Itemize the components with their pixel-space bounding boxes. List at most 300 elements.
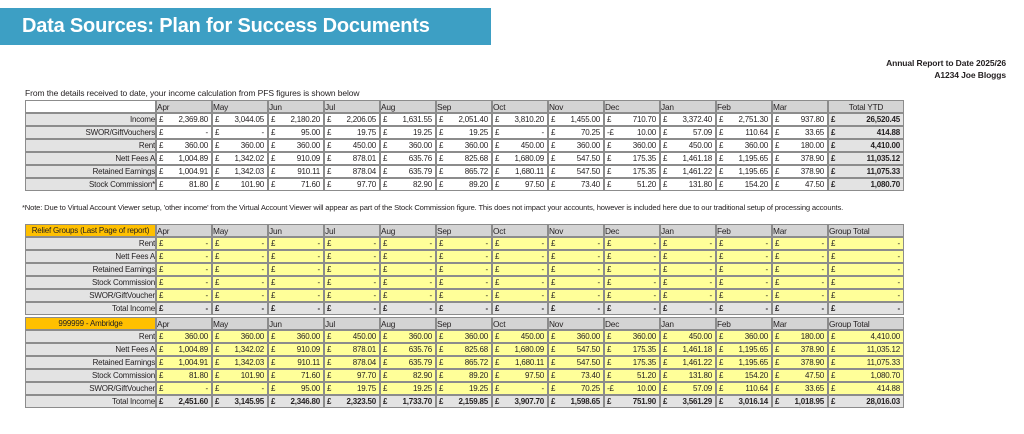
amount-value: 82.90 (412, 180, 432, 189)
currency-symbol: £ (551, 371, 556, 380)
money-cell (156, 343, 212, 356)
amount-value: 825.68 (464, 345, 488, 354)
money-cell (492, 250, 548, 263)
currency-symbol: £ (831, 278, 836, 287)
total-cell (828, 237, 904, 250)
amount-value: - (897, 239, 900, 248)
row-label: Nett Fees A (25, 152, 156, 165)
currency-symbol: £ (439, 358, 444, 367)
money-cell (772, 369, 828, 382)
amount-value: 51.20 (636, 180, 656, 189)
currency-symbol: £ (383, 371, 388, 380)
currency-symbol: £ (271, 141, 276, 150)
money-cell (492, 113, 548, 126)
column-header-oct: Oct (492, 317, 548, 330)
money-cell (772, 113, 828, 126)
money-cell (268, 178, 324, 191)
currency-symbol: £ (439, 128, 444, 137)
group-ambridge-table (25, 317, 904, 408)
money-cell (660, 152, 716, 165)
column-header-may: May (212, 100, 268, 113)
currency-symbol: £ (831, 154, 836, 163)
currency-symbol: £ (775, 265, 780, 274)
amount-value: 1,342.02 (234, 154, 264, 163)
money-cell (324, 356, 380, 369)
money-cell (324, 237, 380, 250)
amount-value: - (373, 252, 376, 261)
table-header-row (25, 224, 904, 237)
currency-symbol: £ (551, 278, 556, 287)
money-cell (380, 126, 436, 139)
amount-value: 89.20 (468, 180, 488, 189)
row-label: Stock Commission (25, 276, 156, 289)
currency-symbol: £ (831, 115, 836, 124)
currency-symbol: £ (775, 358, 780, 367)
column-header-jul: Jul (324, 317, 380, 330)
money-cell (268, 152, 324, 165)
currency-symbol: £ (607, 397, 612, 406)
amount-value: 910.09 (296, 345, 320, 354)
amount-value: 57.09 (692, 384, 712, 393)
money-cell (492, 382, 548, 395)
page-title-banner (0, 8, 491, 45)
amount-value: - (541, 304, 544, 313)
table-header-row (25, 100, 904, 113)
currency-symbol: £ (719, 291, 724, 300)
money-cell (660, 289, 716, 302)
currency-symbol: £ (271, 397, 276, 406)
money-cell (268, 369, 324, 382)
column-header-jan: Jan (660, 224, 716, 237)
currency-symbol: £ (327, 332, 332, 341)
amount-value: 1,680.09 (514, 154, 544, 163)
currency-symbol: £ (215, 291, 220, 300)
amount-value: 1,461.18 (682, 345, 712, 354)
currency-symbol: £ (607, 141, 612, 150)
money-cell (716, 113, 772, 126)
amount-value: 10.00 (636, 128, 656, 137)
currency-symbol: £ (775, 154, 780, 163)
currency-symbol: £ (551, 141, 556, 150)
currency-symbol: £ (271, 358, 276, 367)
money-cell (716, 289, 772, 302)
currency-symbol: £ (439, 252, 444, 261)
total-money-cell (548, 302, 604, 315)
currency-symbol: £ (159, 397, 164, 406)
amount-value: 360.00 (184, 332, 208, 341)
table-row (25, 276, 904, 289)
money-cell (380, 250, 436, 263)
currency-symbol: £ (439, 278, 444, 287)
amount-value: - (261, 239, 264, 248)
money-cell (380, 356, 436, 369)
column-header-jan: Jan (660, 317, 716, 330)
currency-symbol: £ (775, 332, 780, 341)
currency-symbol: £ (607, 278, 612, 287)
money-cell (268, 139, 324, 152)
money-cell (660, 330, 716, 343)
amount-value: 414.88 (876, 128, 900, 137)
total-cell (828, 178, 904, 191)
money-cell (492, 289, 548, 302)
money-cell (380, 289, 436, 302)
table-row (25, 289, 904, 302)
currency-symbol: £ (831, 141, 836, 150)
table-row (25, 330, 904, 343)
amount-value: 450.00 (352, 332, 376, 341)
currency-symbol: £ (551, 397, 556, 406)
currency-symbol: £ (551, 384, 556, 393)
amount-value: 360.00 (240, 141, 264, 150)
amount-value: 3,561.29 (682, 397, 712, 406)
amount-value: 3,016.14 (738, 397, 768, 406)
amount-value: 70.25 (580, 128, 600, 137)
amount-value: - (653, 239, 656, 248)
amount-value: - (261, 252, 264, 261)
amount-value: - (765, 252, 768, 261)
money-cell (156, 139, 212, 152)
money-cell (604, 178, 660, 191)
amount-value: 378.90 (800, 345, 824, 354)
currency-symbol: £ (719, 304, 724, 313)
amount-value: - (317, 291, 320, 300)
amount-value: - (541, 128, 544, 137)
row-label: SWOR/GiftVouchers (25, 126, 156, 139)
currency-symbol: £ (383, 358, 388, 367)
amount-value: 2,323.50 (346, 397, 376, 406)
amount-value: 360.00 (408, 332, 432, 341)
money-cell (324, 178, 380, 191)
currency-symbol: £ (271, 180, 276, 189)
money-cell (716, 276, 772, 289)
amount-value: - (597, 239, 600, 248)
money-cell (324, 165, 380, 178)
money-cell (212, 382, 268, 395)
column-header-mar: Mar (772, 224, 828, 237)
currency-symbol: £ (831, 265, 836, 274)
money-cell (156, 276, 212, 289)
amount-value: 910.09 (296, 154, 320, 163)
amount-value: 360.00 (408, 141, 432, 150)
currency-symbol: £ (439, 180, 444, 189)
currency-symbol: £ (663, 397, 668, 406)
money-cell (604, 165, 660, 178)
money-cell (660, 165, 716, 178)
money-cell (660, 113, 716, 126)
currency-symbol: £ (607, 304, 612, 313)
column-header-apr: Apr (156, 317, 212, 330)
total-cell (828, 343, 904, 356)
amount-value: 26,520.45 (866, 115, 900, 124)
money-cell (716, 178, 772, 191)
currency-symbol: £ (215, 167, 220, 176)
currency-symbol: £ (775, 278, 780, 287)
money-cell (212, 165, 268, 178)
total-row-label: Total Income (25, 395, 156, 408)
amount-value: - (597, 278, 600, 287)
row-label: Rent (25, 139, 156, 152)
amount-value: - (317, 252, 320, 261)
amount-value: 547.50 (576, 154, 600, 163)
amount-value: 878.01 (352, 154, 376, 163)
total-money-cell (212, 395, 268, 408)
amount-value: - (429, 252, 432, 261)
amount-value: 1,018.95 (794, 397, 824, 406)
currency-symbol: £ (663, 291, 668, 300)
total-money-cell (604, 395, 660, 408)
total-money-cell (436, 302, 492, 315)
currency-symbol: £ (663, 278, 668, 287)
amount-value: 1,342.03 (234, 358, 264, 367)
currency-symbol: £ (719, 252, 724, 261)
money-cell (156, 237, 212, 250)
currency-symbol: £ (383, 332, 388, 341)
money-cell (548, 178, 604, 191)
currency-symbol: £ (327, 115, 332, 124)
currency-symbol: £ (551, 239, 556, 248)
amount-value: - (485, 239, 488, 248)
money-cell (212, 289, 268, 302)
amount-value: - (317, 304, 320, 313)
amount-value: - (429, 278, 432, 287)
currency-symbol: £ (551, 265, 556, 274)
money-cell (548, 369, 604, 382)
amount-value: 2,346.80 (290, 397, 320, 406)
money-cell (660, 237, 716, 250)
money-cell (492, 343, 548, 356)
currency-symbol: £ (271, 239, 276, 248)
currency-symbol: £ (719, 345, 724, 354)
money-cell (212, 237, 268, 250)
amount-value: - (373, 239, 376, 248)
currency-symbol: £ (215, 154, 220, 163)
amount-value: 95.00 (300, 384, 320, 393)
currency-symbol: £ (159, 239, 164, 248)
money-cell (436, 263, 492, 276)
amount-value: 97.50 (524, 180, 544, 189)
amount-value: 547.50 (576, 167, 600, 176)
money-cell (212, 330, 268, 343)
column-header-sep: Sep (436, 224, 492, 237)
amount-value: - (821, 304, 824, 313)
money-cell (716, 139, 772, 152)
amount-value: 1,080.70 (870, 371, 900, 380)
total-money-cell (492, 302, 548, 315)
amount-value: 878.04 (352, 358, 376, 367)
total-money-cell (772, 395, 828, 408)
money-cell (324, 263, 380, 276)
currency-symbol: £ (439, 265, 444, 274)
money-cell (548, 250, 604, 263)
amount-value: 19.25 (468, 384, 488, 393)
money-cell (772, 152, 828, 165)
money-cell (212, 178, 268, 191)
amount-value: - (429, 304, 432, 313)
amount-value: - (205, 265, 208, 274)
currency-symbol: £ (495, 265, 500, 274)
money-cell (156, 165, 212, 178)
currency-symbol: £ (271, 167, 276, 176)
column-header-jun: Jun (268, 100, 324, 113)
amount-value: 450.00 (688, 332, 712, 341)
money-cell (604, 356, 660, 369)
money-cell (324, 289, 380, 302)
currency-symbol: £ (663, 167, 668, 176)
money-cell (268, 126, 324, 139)
currency-symbol: £ (327, 278, 332, 287)
table-row (25, 237, 904, 250)
money-cell (716, 263, 772, 276)
currency-symbol: £ (607, 265, 612, 274)
amount-value: 97.70 (356, 371, 376, 380)
money-cell (324, 250, 380, 263)
currency-symbol: £ (159, 180, 164, 189)
column-header-dec: Dec (604, 224, 660, 237)
amount-value: - (541, 278, 544, 287)
currency-symbol: £ (383, 345, 388, 354)
currency-symbol: £ (663, 115, 668, 124)
currency-symbol: £ (439, 304, 444, 313)
currency-symbol: £ (327, 239, 332, 248)
money-cell (660, 178, 716, 191)
amount-value: 33.65 (804, 384, 824, 393)
amount-value: 73.40 (580, 371, 600, 380)
total-cell (828, 250, 904, 263)
amount-value: 89.20 (468, 371, 488, 380)
money-cell (380, 113, 436, 126)
amount-value: 360.00 (744, 141, 768, 150)
currency-symbol: £ (775, 345, 780, 354)
amount-value: - (485, 304, 488, 313)
money-cell (380, 369, 436, 382)
currency-symbol: £ (495, 371, 500, 380)
money-cell (660, 276, 716, 289)
currency-symbol: £ (383, 128, 388, 137)
column-header-mar: Mar (772, 317, 828, 330)
currency-symbol: £ (607, 154, 612, 163)
amount-value: 11,075.33 (866, 167, 900, 176)
row-label: Retained Earnings (25, 263, 156, 276)
money-cell (492, 139, 548, 152)
amount-value: 1,461.22 (682, 167, 712, 176)
money-cell (548, 237, 604, 250)
currency-symbol: £ (495, 278, 500, 287)
currency-symbol: £ (775, 141, 780, 150)
table-row (25, 263, 904, 276)
amount-value: - (897, 252, 900, 261)
column-header-dec: Dec (604, 100, 660, 113)
amount-value: 19.25 (412, 384, 432, 393)
currency-symbol: £ (719, 239, 724, 248)
currency-symbol: £ (159, 304, 164, 313)
total-cell (828, 126, 904, 139)
money-cell (380, 178, 436, 191)
amount-value: 360.00 (296, 332, 320, 341)
money-cell (324, 113, 380, 126)
currency-symbol: £ (719, 332, 724, 341)
currency-symbol: £ (551, 115, 556, 124)
money-cell (772, 263, 828, 276)
currency-symbol: £ (719, 115, 724, 124)
column-header-jul: Jul (324, 100, 380, 113)
currency-symbol: -£ (607, 128, 614, 137)
total-cell (828, 276, 904, 289)
money-cell (212, 369, 268, 382)
money-cell (268, 343, 324, 356)
row-label: Income (25, 113, 156, 126)
amount-value: 3,810.20 (514, 115, 544, 124)
currency-symbol: £ (439, 384, 444, 393)
currency-symbol: £ (663, 384, 668, 393)
currency-symbol: £ (551, 128, 556, 137)
currency-symbol: £ (271, 304, 276, 313)
money-cell (156, 330, 212, 343)
currency-symbol: £ (159, 291, 164, 300)
table-row (25, 356, 904, 369)
currency-symbol: £ (831, 332, 836, 341)
currency-symbol: £ (663, 265, 668, 274)
money-cell (716, 369, 772, 382)
group-ambridge-table-body (25, 317, 904, 408)
table-row (25, 382, 904, 395)
money-cell (156, 113, 212, 126)
money-cell (380, 237, 436, 250)
currency-symbol: £ (215, 397, 220, 406)
currency-symbol: £ (327, 384, 332, 393)
amount-value: 1,195.65 (738, 345, 768, 354)
currency-symbol: £ (215, 128, 220, 137)
column-header-aug: Aug (380, 224, 436, 237)
money-cell (324, 369, 380, 382)
money-cell (436, 237, 492, 250)
total-cell (828, 330, 904, 343)
money-cell (660, 139, 716, 152)
money-cell (156, 289, 212, 302)
currency-symbol: £ (607, 115, 612, 124)
money-cell (548, 152, 604, 165)
amount-value: 2,751.30 (738, 115, 768, 124)
amount-value: 19.25 (412, 128, 432, 137)
total-money-cell (436, 395, 492, 408)
amount-value: 3,044.05 (234, 115, 264, 124)
money-cell (156, 369, 212, 382)
money-cell (324, 126, 380, 139)
amount-value: 110.64 (745, 384, 768, 393)
currency-symbol: £ (663, 180, 668, 189)
amount-value: - (205, 128, 208, 137)
amount-value: 57.09 (692, 128, 712, 137)
money-cell (772, 237, 828, 250)
money-cell (548, 113, 604, 126)
money-cell (660, 263, 716, 276)
amount-value: - (205, 278, 208, 287)
column-header-dec: Dec (604, 317, 660, 330)
currency-symbol: £ (159, 278, 164, 287)
currency-symbol: £ (719, 265, 724, 274)
currency-symbol: £ (159, 345, 164, 354)
money-cell (716, 152, 772, 165)
money-cell (548, 330, 604, 343)
amount-value: - (541, 265, 544, 274)
amount-value: - (897, 278, 900, 287)
money-cell (660, 356, 716, 369)
money-cell (268, 276, 324, 289)
amount-value: 635.76 (408, 154, 432, 163)
amount-value: 710.70 (632, 115, 656, 124)
total-money-cell (324, 302, 380, 315)
table-row (25, 250, 904, 263)
money-cell (604, 343, 660, 356)
